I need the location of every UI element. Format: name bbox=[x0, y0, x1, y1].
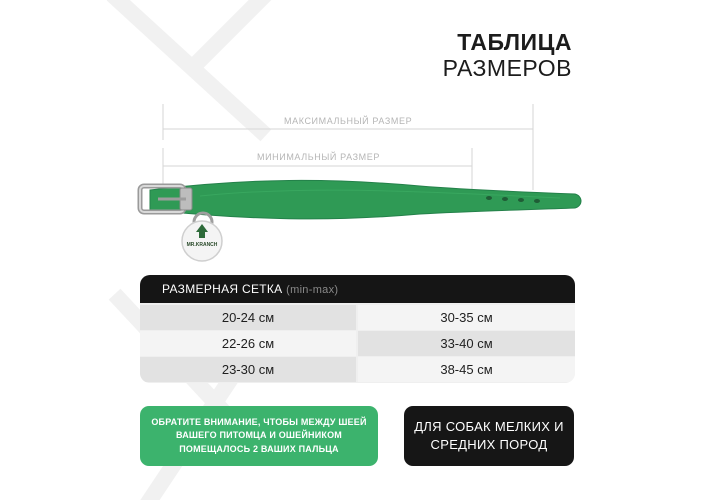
title-line-2: РАЗМЕРОВ bbox=[442, 54, 572, 81]
min-size-label: МИНИМАЛЬНЫЙ РАЗМЕР bbox=[253, 152, 384, 162]
dog-tag-icon bbox=[182, 213, 222, 261]
table-row bbox=[140, 357, 575, 382]
table-cell-left: 20-24 см bbox=[140, 305, 356, 330]
size-table bbox=[140, 275, 575, 383]
table-cell-right: 38-45 см bbox=[358, 357, 575, 382]
fit-note-text: ОБРАТИТЕ ВНИМАНИЕ, ЧТОБЫ МЕЖДУ ШЕЕЙ ВАШЕГО ПИТОМЦА И ОШЕЙНИКОМ ПОМЕЩАЛОСЬ 2 ВАШИХ ПАЛЬЦА bbox=[151, 417, 367, 454]
max-size-label: МАКСИМАЛЬНЫЙ РАЗМЕР bbox=[280, 116, 416, 126]
table-header-subtitle: (min-max) bbox=[286, 284, 339, 296]
table-row bbox=[140, 305, 575, 330]
table-cell-right: 33-40 см bbox=[358, 331, 575, 356]
title-line-1: ТАБЛИЦА bbox=[457, 29, 572, 55]
breed-note-text: ДЛЯ СОБАК МЕЛКИХ И СРЕДНИХ ПОРОД bbox=[414, 419, 564, 452]
table-header-title: РАЗМЕРНАЯ СЕТКА bbox=[162, 282, 283, 296]
collar-strap bbox=[150, 180, 581, 219]
table-cell-right: 30-35 см bbox=[358, 305, 575, 330]
table-header bbox=[140, 275, 575, 303]
table-row bbox=[140, 331, 575, 356]
table-cell-left: 23-30 см bbox=[140, 357, 356, 382]
breed-note-badge bbox=[404, 406, 574, 466]
tag-logo-text: MR.KRANCH bbox=[186, 242, 218, 248]
fit-note-badge bbox=[140, 406, 378, 466]
table-cell-left: 22-26 см bbox=[140, 331, 356, 356]
